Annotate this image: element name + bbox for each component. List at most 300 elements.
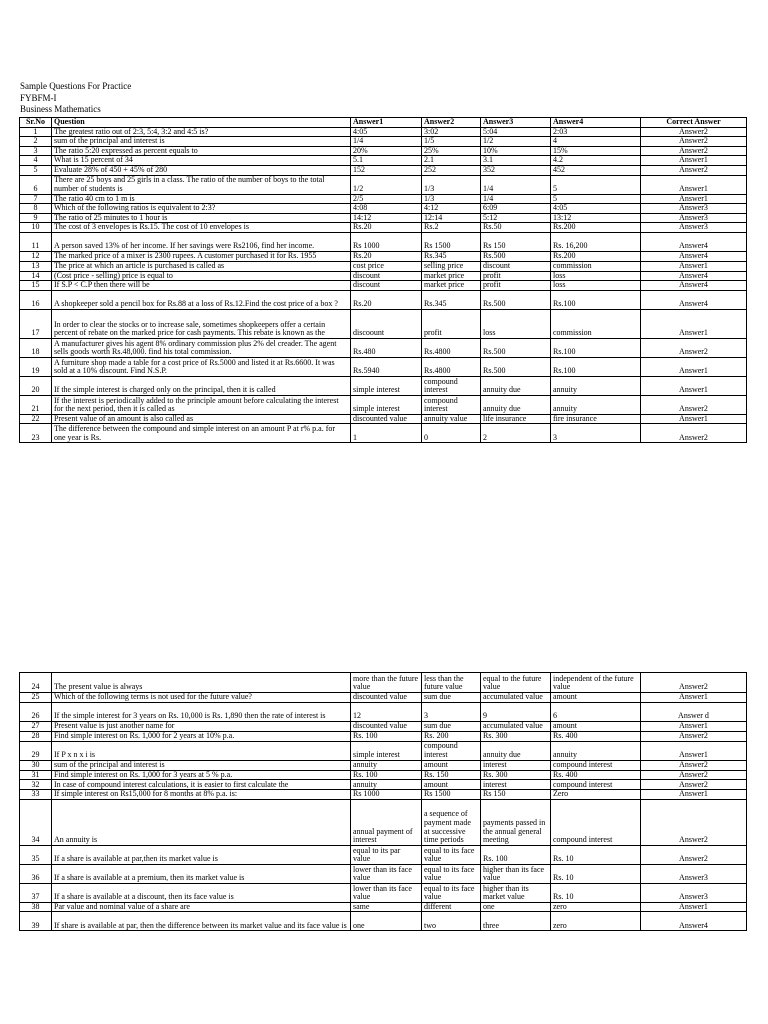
table-cell: The present value is always bbox=[52, 673, 351, 693]
table-cell: Answer d bbox=[641, 703, 747, 722]
table-cell: compound interest bbox=[551, 780, 641, 790]
table-cell: 7 bbox=[20, 194, 52, 204]
column-header: Answer3 bbox=[481, 118, 551, 128]
table-cell: Rs 150 bbox=[481, 232, 551, 251]
table-cell: 252 bbox=[422, 165, 481, 175]
table-cell: discount bbox=[351, 281, 422, 291]
table-cell: one bbox=[351, 912, 422, 931]
table-cell: commission bbox=[551, 309, 641, 338]
table-cell: 3 bbox=[422, 703, 481, 722]
table-row bbox=[20, 137, 747, 147]
table-cell: 19 bbox=[20, 357, 52, 376]
table-cell: Rs.100 bbox=[551, 357, 641, 376]
table-cell: If the interest is periodically added to the principle amount before calculating the interest for the next period, then it is called as bbox=[52, 395, 351, 414]
table-cell: 3:02 bbox=[422, 127, 481, 137]
table-cell: Answer1 bbox=[641, 357, 747, 376]
table-cell: less than the future value bbox=[422, 673, 481, 693]
table-cell: 24 bbox=[20, 673, 52, 693]
table-cell: Rs 1000 bbox=[351, 232, 422, 251]
table-cell: a sequence of payment made at successive time periods bbox=[422, 799, 481, 845]
table-row bbox=[20, 223, 747, 233]
table-cell: simple interest bbox=[351, 395, 422, 414]
table-row bbox=[20, 194, 747, 204]
table-cell: Answer2 bbox=[641, 146, 747, 156]
table-cell: If S.P < C.P then there will be bbox=[52, 281, 351, 291]
header-subject: Business Mathematics bbox=[20, 104, 101, 114]
table-cell: Answer4 bbox=[641, 912, 747, 931]
table-cell: The difference between the compound and simple interest on an amount P at r% p.a. for one year is Rs. bbox=[52, 424, 351, 443]
table-cell: Rs.4800 bbox=[422, 357, 481, 376]
table-cell: amount bbox=[422, 760, 481, 770]
table-cell: Answer2 bbox=[641, 424, 747, 443]
table-cell: Rs.345 bbox=[422, 251, 481, 261]
table-cell: amount bbox=[551, 693, 641, 703]
table-cell: If a share is available at a discount, then its face value is bbox=[52, 883, 351, 902]
table-cell: 6 bbox=[20, 175, 52, 194]
table-cell: Answer1 bbox=[641, 414, 747, 424]
table-cell: 2 bbox=[481, 424, 551, 443]
table-cell: A person saved 13% of her income. If her savings were Rs2106, find her income. bbox=[52, 232, 351, 251]
table-cell: Present value is just another name for bbox=[52, 722, 351, 732]
table-cell: 20 bbox=[20, 376, 52, 395]
table-cell: 22 bbox=[20, 414, 52, 424]
table-cell: accumulated value bbox=[481, 722, 551, 732]
table-cell: Answer4 bbox=[641, 281, 747, 291]
table-cell: Answer3 bbox=[641, 883, 747, 902]
table-cell: 4 bbox=[551, 137, 641, 147]
table-cell: 0 bbox=[422, 424, 481, 443]
table-cell: Rs.200 bbox=[551, 251, 641, 261]
table-cell: discounted value bbox=[351, 722, 422, 732]
table-cell: 4.2 bbox=[551, 156, 641, 166]
table-row bbox=[20, 261, 747, 271]
table-cell: 452 bbox=[551, 165, 641, 175]
table-cell: 14:12 bbox=[351, 213, 422, 223]
table-cell: payments passed in the annual general meeting bbox=[481, 799, 551, 845]
table-cell: annuity due bbox=[481, 741, 551, 760]
table-cell: Rs.2 bbox=[422, 223, 481, 233]
table-cell: higher than its face value bbox=[481, 864, 551, 883]
table-cell: Answer2 bbox=[641, 780, 747, 790]
table-cell: If simple interest on Rs15,000 for 8 months at 8% p.a. is: bbox=[52, 790, 351, 800]
table-cell: Answer2 bbox=[641, 137, 747, 147]
table-row bbox=[20, 845, 747, 864]
table-cell: Rs. 100 bbox=[351, 770, 422, 780]
table-cell: Rs.500 bbox=[481, 290, 551, 309]
table-cell: 4 bbox=[20, 156, 52, 166]
table-row bbox=[20, 338, 747, 357]
column-header: Answer4 bbox=[551, 118, 641, 128]
table-cell: 4:08 bbox=[351, 204, 422, 214]
table-cell: 32 bbox=[20, 780, 52, 790]
table-cell: If the simple interest is charged only on the principal, then it is called bbox=[52, 376, 351, 395]
table-cell: Rs.500 bbox=[481, 357, 551, 376]
table-cell: 15% bbox=[551, 146, 641, 156]
table-cell: 17 bbox=[20, 309, 52, 338]
table-cell: 25% bbox=[422, 146, 481, 156]
table-cell: 352 bbox=[481, 165, 551, 175]
table-cell: 1/3 bbox=[422, 175, 481, 194]
document-header bbox=[20, 81, 131, 116]
table-cell: Answer2 bbox=[641, 165, 747, 175]
table-row bbox=[20, 741, 747, 760]
table-row bbox=[20, 281, 747, 291]
table-cell: 28 bbox=[20, 732, 52, 742]
table-cell: Answer1 bbox=[641, 376, 747, 395]
table-cell: commission bbox=[551, 261, 641, 271]
column-header: Question bbox=[52, 118, 351, 128]
table-cell: 9 bbox=[20, 213, 52, 223]
table-cell: one bbox=[481, 902, 551, 912]
table-row bbox=[20, 127, 747, 137]
table-cell: Rs.50 bbox=[481, 223, 551, 233]
table-cell: Rs.480 bbox=[351, 338, 422, 357]
table-cell: compound interest bbox=[551, 760, 641, 770]
table-row bbox=[20, 232, 747, 251]
table-row bbox=[20, 780, 747, 790]
table-cell: sum due bbox=[422, 693, 481, 703]
table-cell: Zero bbox=[551, 790, 641, 800]
table-cell: profit bbox=[481, 281, 551, 291]
table-cell: Rs.20 bbox=[351, 251, 422, 261]
table-cell: sum of the principal and interest is bbox=[52, 137, 351, 147]
table-cell: zero bbox=[551, 902, 641, 912]
table-cell: 5 bbox=[551, 175, 641, 194]
table-cell: The ratio 40 cm to 1 m is bbox=[52, 194, 351, 204]
table-cell: 34 bbox=[20, 799, 52, 845]
table-cell: Rs.500 bbox=[481, 251, 551, 261]
table-cell: sum of the principal and interest is bbox=[52, 760, 351, 770]
table-cell: market price bbox=[422, 281, 481, 291]
table-cell: Find simple interest on Rs. 1,000 for 3 years at 5 % p.a. bbox=[52, 770, 351, 780]
table-cell: 2/5 bbox=[351, 194, 422, 204]
table-cell: same bbox=[351, 902, 422, 912]
table-cell: 1/4 bbox=[351, 137, 422, 147]
table-cell: 11 bbox=[20, 232, 52, 251]
table-cell: Answer2 bbox=[641, 732, 747, 742]
table-row bbox=[20, 376, 747, 395]
table-cell: 35 bbox=[20, 845, 52, 864]
header-title: Sample Questions For Practice bbox=[20, 81, 132, 91]
table-cell: 1 bbox=[20, 127, 52, 137]
table-cell: more than the future value bbox=[351, 673, 422, 693]
table-cell: Answer1 bbox=[641, 902, 747, 912]
table-cell: The marked price of a mixer is 2300 rupees. A customer purchased it for Rs. 1955 bbox=[52, 251, 351, 261]
table-cell: Answer1 bbox=[641, 194, 747, 204]
table-row bbox=[20, 414, 747, 424]
table-cell: 1/3 bbox=[422, 194, 481, 204]
table-cell: If share is available at par, then the difference between its market value and its face value is bbox=[52, 912, 351, 931]
table-cell: zero bbox=[551, 912, 641, 931]
table-cell: Answer4 bbox=[641, 232, 747, 251]
table-cell: life insurance bbox=[481, 414, 551, 424]
table-cell: annuity value bbox=[422, 414, 481, 424]
table-cell: equal to its par value bbox=[351, 845, 422, 864]
table-cell: Answer2 bbox=[641, 760, 747, 770]
table-row bbox=[20, 290, 747, 309]
table-cell: sum due bbox=[422, 722, 481, 732]
table-row bbox=[20, 156, 747, 166]
table-cell: 12:14 bbox=[422, 213, 481, 223]
table-cell: lower than its face value bbox=[351, 864, 422, 883]
table-row bbox=[20, 165, 747, 175]
table-cell: Rs. 300 bbox=[481, 732, 551, 742]
table-cell: annuity due bbox=[481, 395, 551, 414]
table-cell: 2:03 bbox=[551, 127, 641, 137]
table-cell: discounted value bbox=[351, 414, 422, 424]
table-cell: 31 bbox=[20, 770, 52, 780]
table-cell: 1/5 bbox=[422, 137, 481, 147]
table-row bbox=[20, 357, 747, 376]
table-row bbox=[20, 770, 747, 780]
table-cell: Rs 150 bbox=[481, 790, 551, 800]
table-cell: discount bbox=[481, 261, 551, 271]
table-cell: 1/2 bbox=[351, 175, 422, 194]
table-cell: accumulated value bbox=[481, 693, 551, 703]
table-cell: compound interest bbox=[422, 376, 481, 395]
table-cell: profit bbox=[422, 309, 481, 338]
table-cell: 4:05 bbox=[351, 127, 422, 137]
table-cell: 152 bbox=[351, 165, 422, 175]
table-cell: 5:12 bbox=[481, 213, 551, 223]
table-cell: Answer1 bbox=[641, 722, 747, 732]
table-row bbox=[20, 864, 747, 883]
table-row bbox=[20, 732, 747, 742]
table-cell: Answer3 bbox=[641, 204, 747, 214]
table-row bbox=[20, 673, 747, 693]
table-header-row bbox=[20, 118, 747, 128]
table-cell: annuity bbox=[551, 741, 641, 760]
table-cell: Answer2 bbox=[641, 845, 747, 864]
table-cell: Rs.20 bbox=[351, 223, 422, 233]
table-cell: Rs 1500 bbox=[422, 790, 481, 800]
table-cell: 27 bbox=[20, 722, 52, 732]
table-row bbox=[20, 424, 747, 443]
table-row bbox=[20, 703, 747, 722]
table-row bbox=[20, 146, 747, 156]
table-cell: 33 bbox=[20, 790, 52, 800]
table-cell: 5 bbox=[551, 194, 641, 204]
table-cell: 38 bbox=[20, 902, 52, 912]
table-cell: higher than its market value bbox=[481, 883, 551, 902]
table-cell: Rs. 150 bbox=[422, 770, 481, 780]
table-cell: Rs. 400 bbox=[551, 770, 641, 780]
table-cell: Rs. 100 bbox=[351, 732, 422, 742]
questions-table-part1 bbox=[19, 117, 747, 443]
table-cell: In case of compound interest calculations, it is easier to first calculate the bbox=[52, 780, 351, 790]
table-cell: Rs. 300 bbox=[481, 770, 551, 780]
table-row bbox=[20, 790, 747, 800]
table-cell: annuity bbox=[351, 760, 422, 770]
table-cell: Answer3 bbox=[641, 864, 747, 883]
table-cell: 25 bbox=[20, 693, 52, 703]
table-cell: 14 bbox=[20, 271, 52, 281]
table-cell: 9 bbox=[481, 703, 551, 722]
table-cell: Which of the following terms is not used for the future value? bbox=[52, 693, 351, 703]
table-cell: Answer2 bbox=[641, 395, 747, 414]
table-cell: What is 15 percent of 34 bbox=[52, 156, 351, 166]
table-cell: simple interest bbox=[351, 376, 422, 395]
table-cell: 18 bbox=[20, 338, 52, 357]
table-cell: Answer1 bbox=[641, 175, 747, 194]
table-cell: discounted value bbox=[351, 693, 422, 703]
table-cell: In order to clear the stocks or to increase sale, sometimes shopkeepers offer a certain percent of rebate on the marked price for cash payments. This rebate is known as the bbox=[52, 309, 351, 338]
table-cell: Answer1 bbox=[641, 693, 747, 703]
table-cell: An annuity is bbox=[52, 799, 351, 845]
table-cell: loss bbox=[551, 271, 641, 281]
table-cell: 2 bbox=[20, 137, 52, 147]
table-cell: 20% bbox=[351, 146, 422, 156]
table-row bbox=[20, 213, 747, 223]
table-cell: Rs. 400 bbox=[551, 732, 641, 742]
table-cell: interest bbox=[481, 760, 551, 770]
table-cell: Rs.5940 bbox=[351, 357, 422, 376]
table-cell: market price bbox=[422, 271, 481, 281]
table-cell: Answer1 bbox=[641, 741, 747, 760]
table-cell: discount bbox=[351, 271, 422, 281]
table-cell: A shopkeeper sold a pencil box for Rs.88 at a loss of Rs.12.Find the cost price of a box ? bbox=[52, 290, 351, 309]
table-cell: 1/2 bbox=[481, 137, 551, 147]
table-cell: equal to the future value bbox=[481, 673, 551, 693]
table-cell: Answer2 bbox=[641, 338, 747, 357]
table-cell: cost price bbox=[351, 261, 422, 271]
table-cell: A manufacturer gives his agent 8% ordinary commission plus 2% del creader. The agent sells goods worth Rs.48,000. find his total commission. bbox=[52, 338, 351, 357]
table-row bbox=[20, 175, 747, 194]
table-cell: discoount bbox=[351, 309, 422, 338]
table-cell: Answer3 bbox=[641, 223, 747, 233]
questions-table-part2 bbox=[19, 672, 747, 931]
table-cell: Answer1 bbox=[641, 156, 747, 166]
column-header: Correct Answer bbox=[641, 118, 747, 128]
table-cell: 5.1 bbox=[351, 156, 422, 166]
table-cell: A furniture shop made a table for a cost price of Rs.5000 and listed it at Rs.6600. It was sold at a 10% discount. Find N.S.P. bbox=[52, 357, 351, 376]
table-cell: Answer4 bbox=[641, 251, 747, 261]
table-cell: 3 bbox=[551, 424, 641, 443]
header-course: FYBFM-I bbox=[20, 92, 57, 103]
table-cell: There are 25 boys and 25 girls in a class. The ratio of the number of boys to the total number of students is bbox=[52, 175, 351, 194]
table-cell: Answer3 bbox=[641, 213, 747, 223]
table-cell: Rs.500 bbox=[481, 338, 551, 357]
table-cell: 12 bbox=[351, 703, 422, 722]
table-cell: compound interest bbox=[422, 741, 481, 760]
table-cell: Answer1 bbox=[641, 790, 747, 800]
table-cell: Rs. 10 bbox=[551, 883, 641, 902]
table-cell: Rs. 10 bbox=[551, 864, 641, 883]
table-cell: Answer2 bbox=[641, 799, 747, 845]
table-cell: 6:09 bbox=[481, 204, 551, 214]
table-cell: 15 bbox=[20, 281, 52, 291]
table-cell: loss bbox=[551, 281, 641, 291]
table-cell: Answer4 bbox=[641, 290, 747, 309]
table-cell: 3.1 bbox=[481, 156, 551, 166]
table-cell: independent of the future value bbox=[551, 673, 641, 693]
table-cell: 30 bbox=[20, 760, 52, 770]
table-cell: If the simple interest for 3 years on Rs. 10,000 is Rs. 1,890 then the rate of interest is bbox=[52, 703, 351, 722]
table-cell: 39 bbox=[20, 912, 52, 931]
table-cell: compound interest bbox=[422, 395, 481, 414]
table-row bbox=[20, 693, 747, 703]
table-cell: Rs.345 bbox=[422, 290, 481, 309]
table-cell: annuity bbox=[551, 395, 641, 414]
table-cell: 5 bbox=[20, 165, 52, 175]
table-cell: Rs. 200 bbox=[422, 732, 481, 742]
table-cell: The ratio 5:20 expressed as percent equals to bbox=[52, 146, 351, 156]
table-row bbox=[20, 902, 747, 912]
table-row bbox=[20, 271, 747, 281]
table-cell: Rs. 16,200 bbox=[551, 232, 641, 251]
table-cell: loss bbox=[481, 309, 551, 338]
column-header: Sr.No bbox=[20, 118, 52, 128]
table-cell: If P x n x i is bbox=[52, 741, 351, 760]
table-cell: 12 bbox=[20, 251, 52, 261]
table-cell: Rs.4800 bbox=[422, 338, 481, 357]
table-row bbox=[20, 799, 747, 845]
table-row bbox=[20, 912, 747, 931]
table-cell: profit bbox=[481, 271, 551, 281]
table-cell: Find simple interest on Rs. 1,000 for 2 years at 10% p.a. bbox=[52, 732, 351, 742]
table-cell: annuity bbox=[351, 780, 422, 790]
table-cell: If a share is available at par,then its market value is bbox=[52, 845, 351, 864]
table-row bbox=[20, 309, 747, 338]
table-cell: Rs.20 bbox=[351, 290, 422, 309]
table-cell: 3 bbox=[20, 146, 52, 156]
table-cell: Rs. 100 bbox=[481, 845, 551, 864]
table-cell: Answer4 bbox=[641, 271, 747, 281]
table-row bbox=[20, 204, 747, 214]
table-cell: amount bbox=[422, 780, 481, 790]
table-cell: Answer2 bbox=[641, 770, 747, 780]
table-cell: Answer2 bbox=[641, 127, 747, 137]
table-row bbox=[20, 722, 747, 732]
table-cell: If a share is available at a premium, then its market value is bbox=[52, 864, 351, 883]
table-cell: Which of the following ratios is equivalent to 2:3? bbox=[52, 204, 351, 214]
table-cell: Rs 1500 bbox=[422, 232, 481, 251]
table-cell: annuity due bbox=[481, 376, 551, 395]
table-cell: 37 bbox=[20, 883, 52, 902]
table-cell: (Cost price - selling) price is equal to bbox=[52, 271, 351, 281]
table-cell: The ratio of 25 minutes to 1 hour is bbox=[52, 213, 351, 223]
table-cell: 26 bbox=[20, 703, 52, 722]
table-cell: 13 bbox=[20, 261, 52, 271]
table-row bbox=[20, 395, 747, 414]
table-cell: 6 bbox=[551, 703, 641, 722]
table-cell: 2.1 bbox=[422, 156, 481, 166]
table-cell: lower than its face value bbox=[351, 883, 422, 902]
table-cell: 1/4 bbox=[481, 194, 551, 204]
table-cell: 10 bbox=[20, 223, 52, 233]
column-header: Answer2 bbox=[422, 118, 481, 128]
table-cell: interest bbox=[481, 780, 551, 790]
table-cell: compound interest bbox=[551, 799, 641, 845]
table-cell: The greatest ratio out of 2:3, 5:4, 3:2 and 4:5 is? bbox=[52, 127, 351, 137]
table-cell: Answer1 bbox=[641, 309, 747, 338]
table-cell: Answer2 bbox=[641, 673, 747, 693]
table-cell: annuity bbox=[551, 376, 641, 395]
table-cell: Rs. 10 bbox=[551, 845, 641, 864]
table-cell: selling price bbox=[422, 261, 481, 271]
table-cell: 1/4 bbox=[481, 175, 551, 194]
table-cell: 13:12 bbox=[551, 213, 641, 223]
table-cell: Rs.100 bbox=[551, 290, 641, 309]
table-cell: annual payment of interest bbox=[351, 799, 422, 845]
table-cell: equal to its face value bbox=[422, 864, 481, 883]
table-cell: Par value and nominal value of a share are bbox=[52, 902, 351, 912]
column-header: Answer1 bbox=[351, 118, 422, 128]
table-cell: The price at which an article is purchased is called as bbox=[52, 261, 351, 271]
table-cell: Rs.200 bbox=[551, 223, 641, 233]
table-cell: The cost of 3 envelopes is Rs.15. The cost of 10 envelopes is bbox=[52, 223, 351, 233]
table-cell: 1 bbox=[351, 424, 422, 443]
